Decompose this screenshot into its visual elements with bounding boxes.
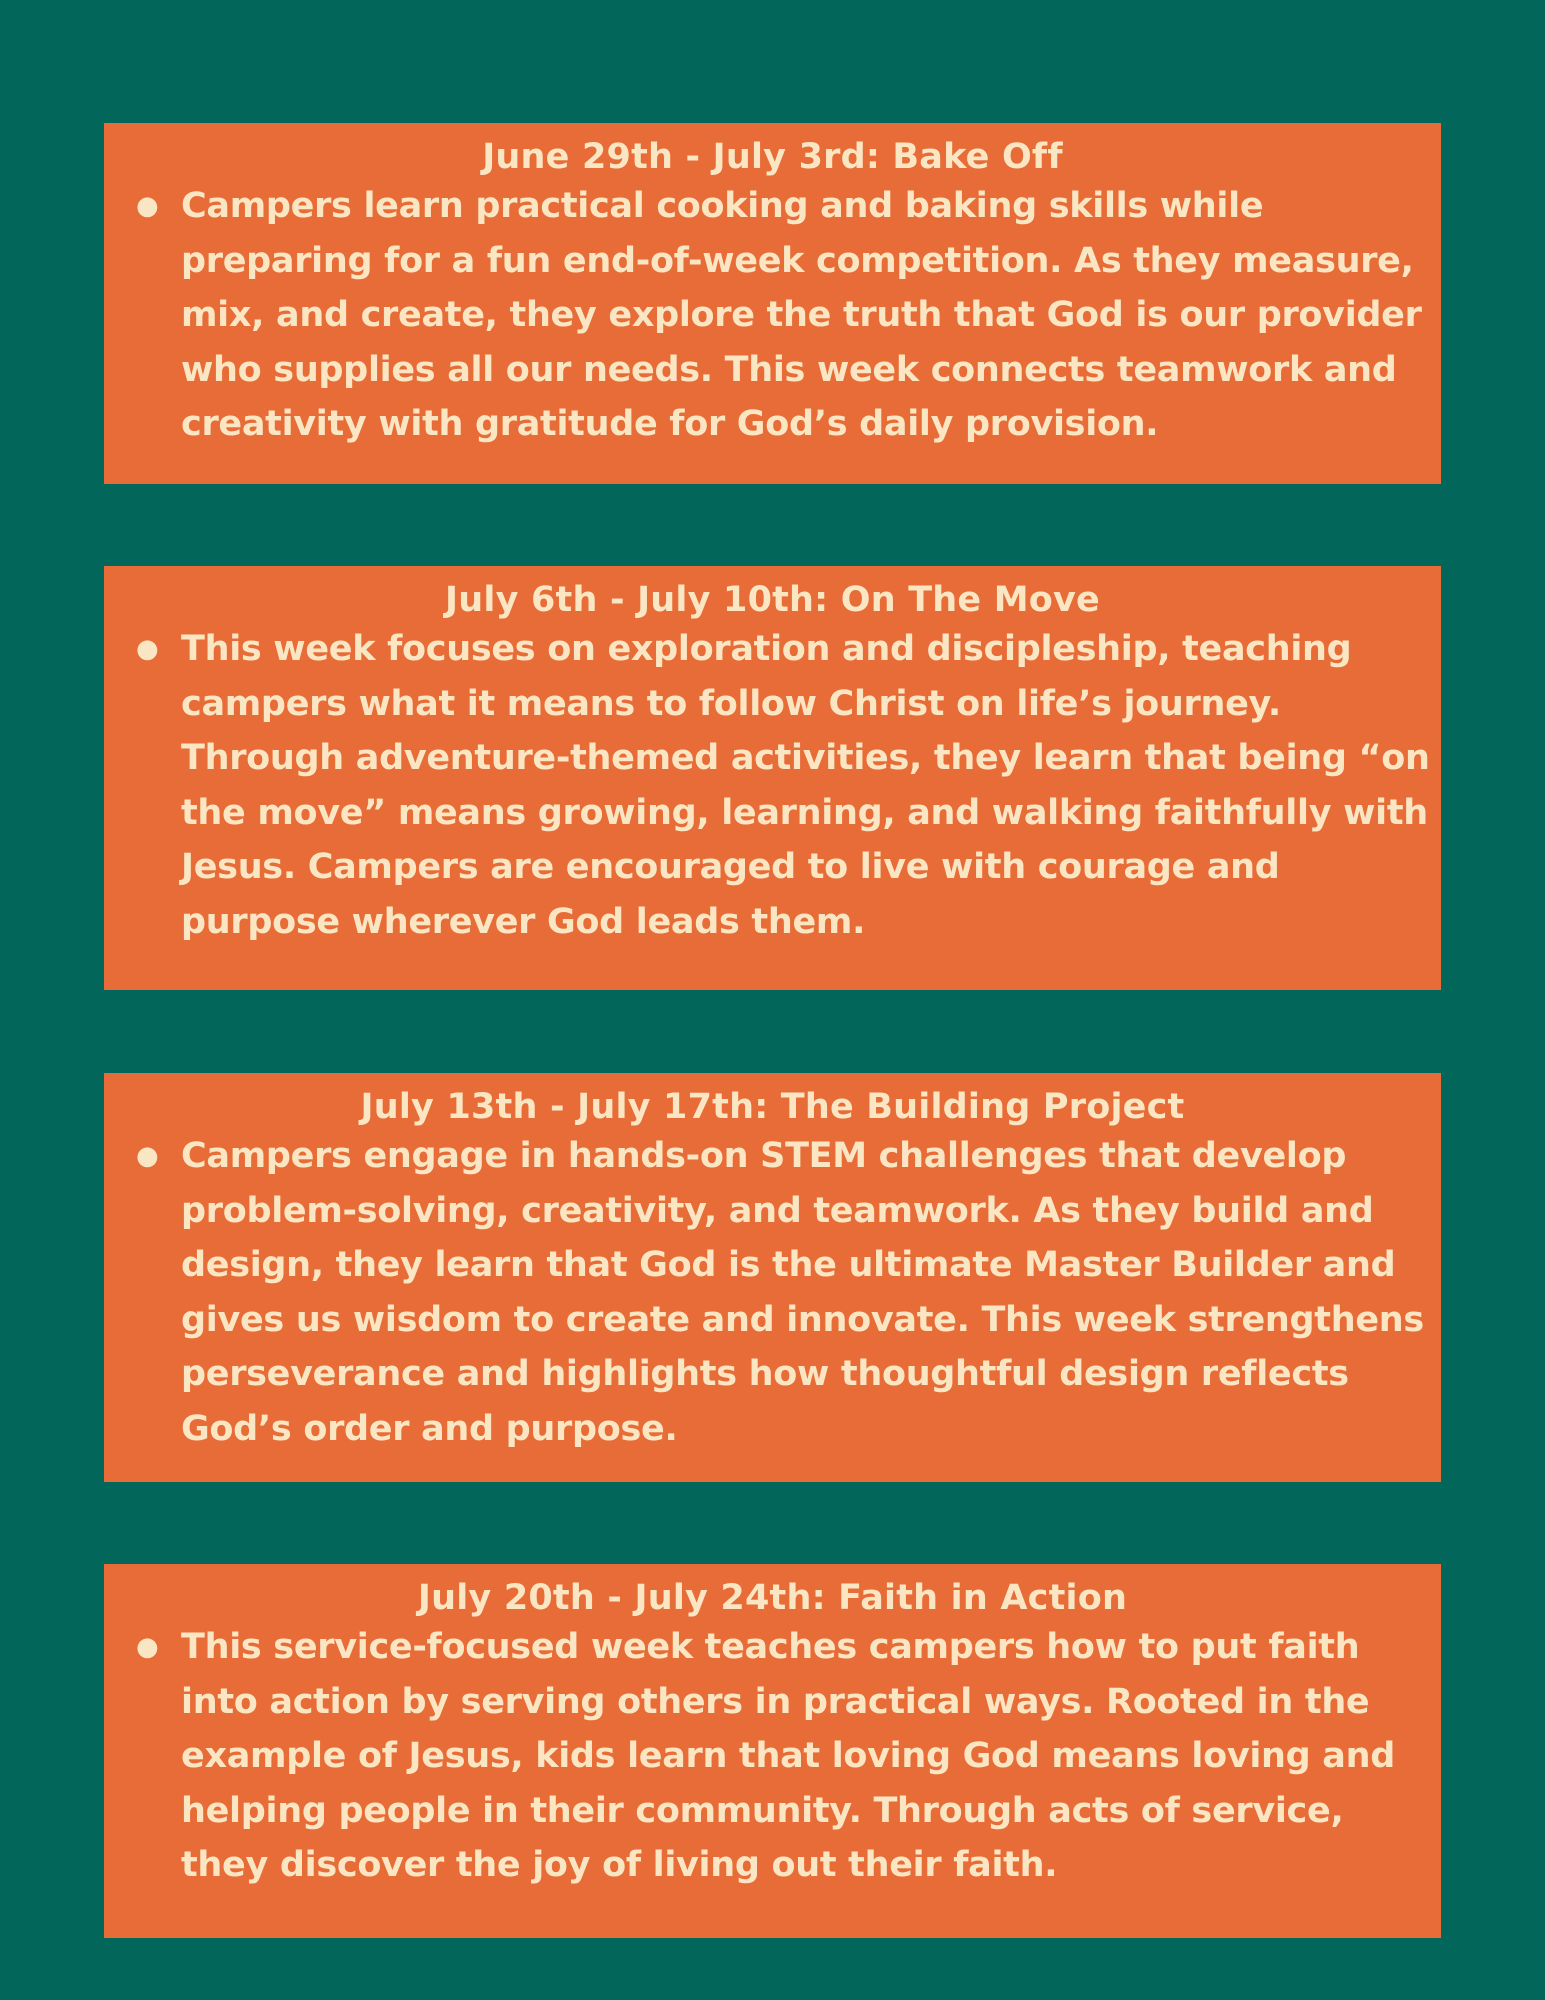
bullet-icon: ● [136,191,159,221]
week-title: July 13th - July 17th: The Building Project [360,1087,1185,1127]
week-description-item [136,622,1433,949]
week-description-list [104,179,1441,452]
week-description-list [104,1129,1441,1456]
week-card-building-project [104,1073,1441,1482]
bullet-icon: ● [136,1632,159,1662]
week-description-item [136,179,1433,452]
week-description: Campers engage in hands-on STEM challenges that develop problem-solving, creativity, and teamwork. As they build and design, they learn that God is the ultimate Master Builder and gives us wisdom to create and innovate. This week strengthens perseverance and highlights how thoughtful design reflects God’s order and purpose. [181,1136,1424,1449]
week-description-item [136,1129,1433,1456]
week-card-on-the-move [104,566,1441,990]
week-description: Campers learn practical cooking and baking skills while preparing for a fun end-of-week competition. As they measure, mix, and create, they explore the truth that God is our provider who supplies all our needs. This week connects teamwork and creativity with gratitude for God’s daily provision. [181,186,1422,444]
week-title: July 6th - July 10th: On The Move [445,580,1100,620]
week-card-faith-in-action [104,1564,1441,1938]
week-card-bake-off [104,123,1441,484]
week-description: This week focuses on exploration and discipleship, teaching campers what it means to follow Christ on life’s journey. Through adventure-themed activities, they learn that being “on the move” means growing, learning, and walking faithfully with Jesus. Campers are encouraged to live with courage and purpose wherever God leads them. [181,629,1430,942]
week-description-list [104,1620,1441,1893]
week-title: June 29th - July 3rd: Bake Off [482,137,1063,177]
bullet-icon: ● [136,634,159,664]
week-title: July 20th - July 24th: Faith in Action [417,1578,1128,1618]
bullet-icon: ● [136,1141,159,1171]
week-description: This service-focused week teaches campers how to put faith into action by serving others in practical ways. Rooted in the example of Jesus, kids learn that loving God means loving and helping people in their community. Through acts of service, they discover the joy of living out their faith. [181,1627,1395,1885]
week-description-list [104,622,1441,949]
week-description-item [136,1620,1433,1893]
